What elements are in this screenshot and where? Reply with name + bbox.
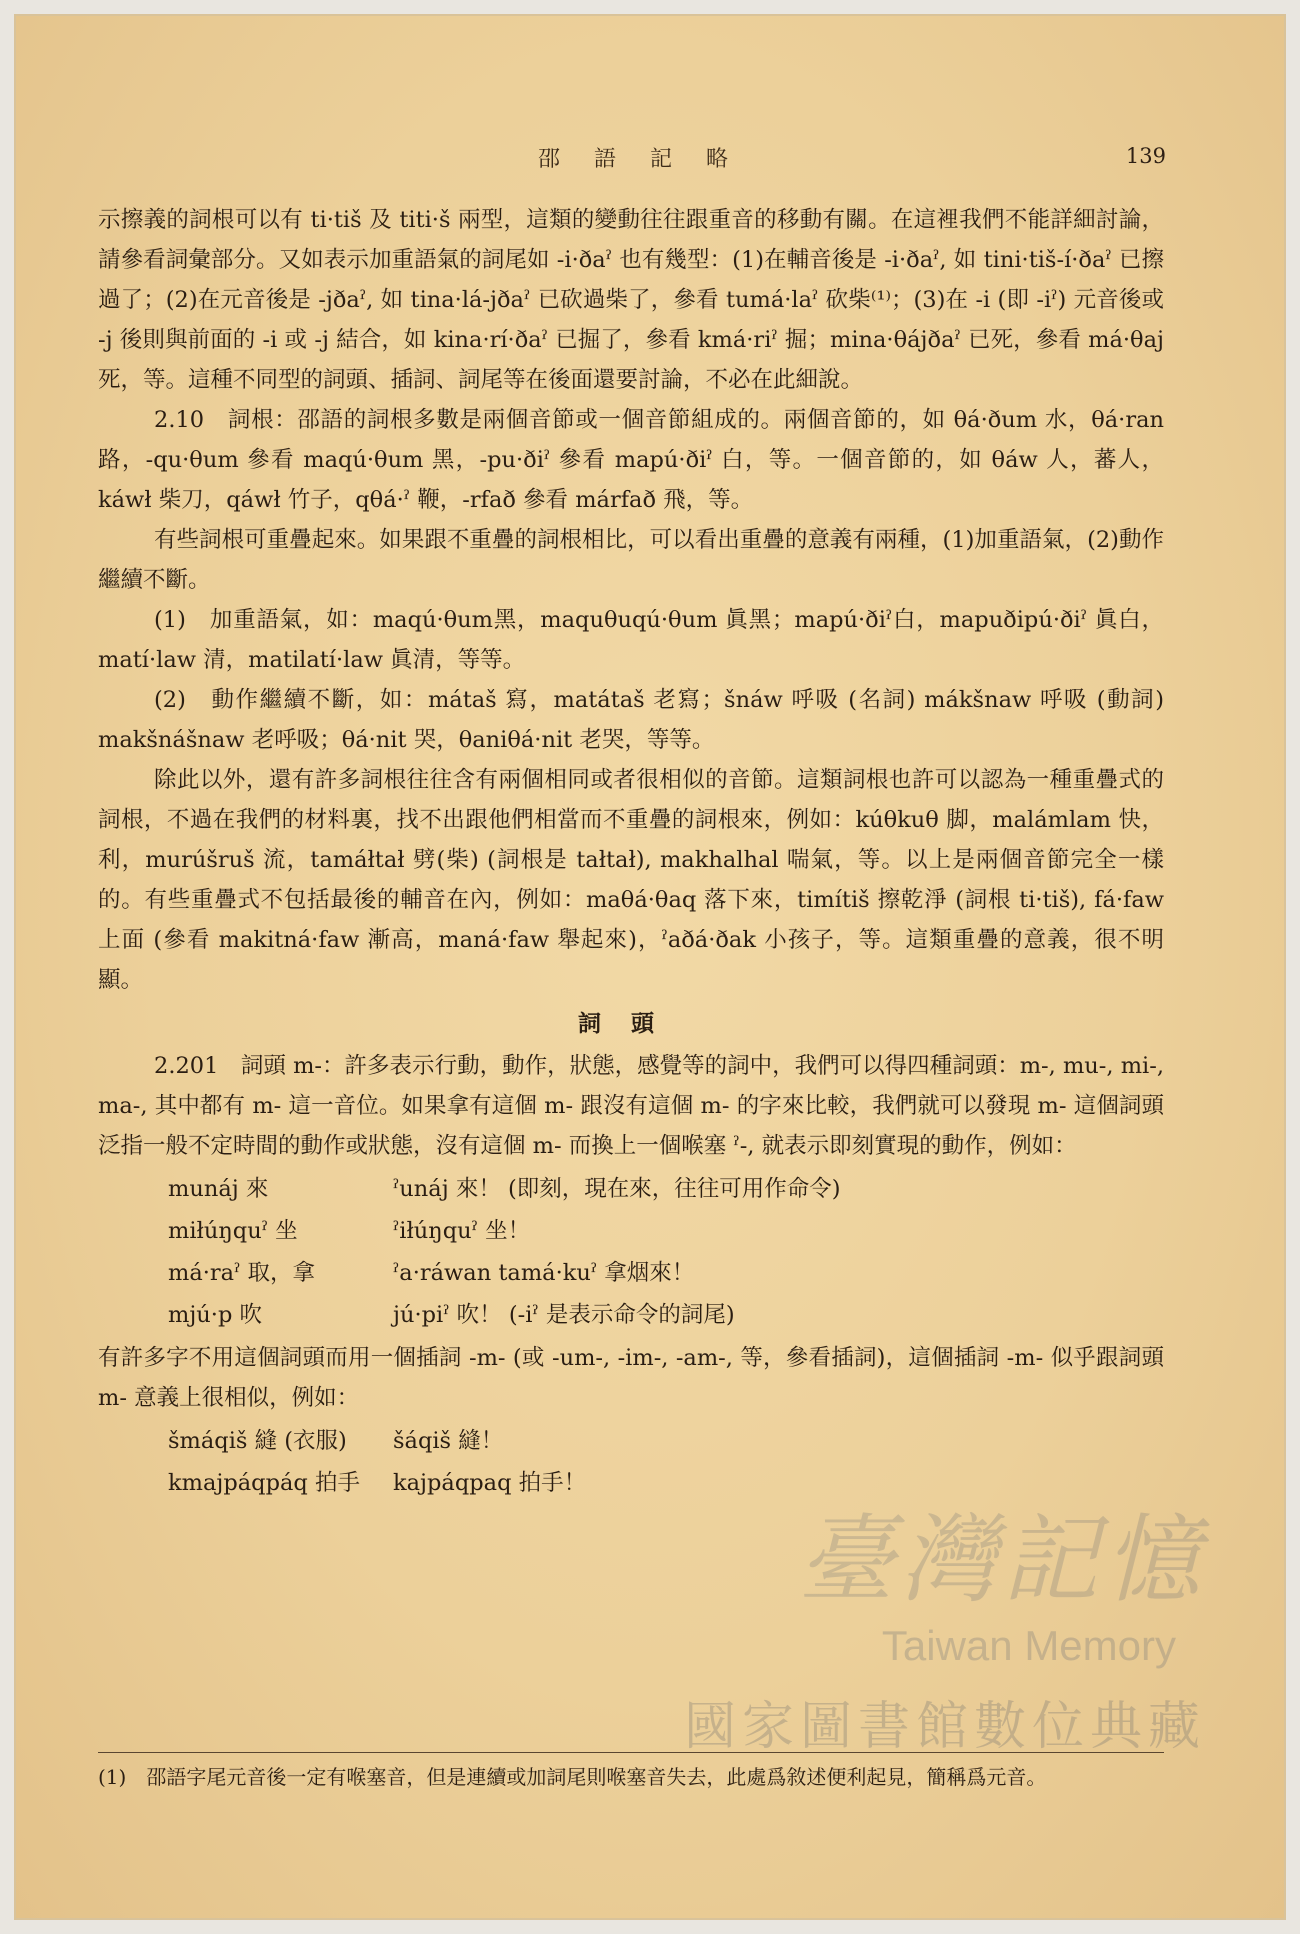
- example-left: má·raˀ 取，拿: [168, 1260, 316, 1286]
- example-right: jú·piˀ 吹！ (-iˀ 是表示命令的詞尾): [393, 1302, 735, 1328]
- example-left: mjú·p 吹: [168, 1302, 263, 1328]
- example-left: miłúŋquˀ 坐: [168, 1218, 298, 1244]
- example-table-infix: [168, 1420, 586, 1504]
- paragraph-similar-syllables: 除此以外，還有許多詞根往往含有兩個相同或者很相似的音節。這類詞根也許可以認為一種重疊式的詞根，不過在我們的材料裏，找不出跟他們相當而不重疊的詞根來，例如：kúθkuθ 脚，malámlam 快，利，murúšruš 流，tamáłtał 劈(柴) (詞根是 tałtał), makhalhal 喘氣，等。以上是兩個音節完全一樣的。有些重疊式不包括最後的輔音在內，例如：maθá·θaq 落下來，timítiš 擦乾淨 (詞根 ti·tiš), fá·faw 上面 (參看 makitná·faw 漸高，maná·faw 舉起來)，ˀaðá·ðak 小孩子，等。這類重疊的意義，很不明顯。: [98, 767, 1164, 993]
- paragraph-continuation: 示擦義的詞根可以有 ti·tiš 及 titi·š 兩型，這類的變動往往跟重音的移動有關。在這裡我們不能詳細討論，請參看詞彙部分。又如表示加重語氣的詞尾如 -i·ðaˀ 也有幾型：(1)在輔音後是 -i·ðaˀ, 如 tini·tiš-í·ðaˀ 已擦過了；(2)在元音後是 -jðaˀ, 如 tina·lá-jðaˀ 已砍過柴了，參看 tumá·laˀ 砍柴⁽¹⁾；(3)在 -i (即 -iˀ) 元音後或 -j 後則與前面的 -i 或 -j 結合，如 kina·rí·ðaˀ 已掘了，參看 kmá·riˀ 掘；mina·θájðaˀ 已死，參看 má·θaj 死，等。這種不同型的詞頭、插詞、詞尾等在後面還要討論，不必在此細說。: [98, 207, 1164, 393]
- example-left: kmajpáqpáq 拍手: [168, 1470, 360, 1496]
- paragraph-emphasis: (1) 加重語氣，如：maqú·θum黑，maquθuqú·θum 眞黑；mapú·ðiˀ白，mapuðipú·ðiˀ 眞白，matí·law 清，matilatí·law 眞清，等等。: [98, 607, 1164, 673]
- body-text: [98, 200, 1164, 1506]
- page-header: [14, 142, 1286, 182]
- footnote: (1) 邵語字尾元音後一定有喉塞音，但是連續或加詞尾則喉塞音失去，此處爲敘述便利起見，簡稱爲元音。: [98, 1765, 1047, 1789]
- example-left: munáj 來: [168, 1176, 269, 1202]
- example-row: [168, 1294, 841, 1336]
- paragraph-continuous: (2) 動作繼續不斷，如：mátaš 寫，matátaš 老寫；šnáw 呼吸 (名詞) mákšnaw 呼吸 (動詞) makšnášnaw 老呼吸；θá·nit 哭，θaniθá·nit 老哭，等等。: [98, 687, 1164, 753]
- running-title: 邵語記略: [537, 147, 762, 172]
- example-row: [168, 1462, 586, 1504]
- page-number: 139: [1125, 144, 1166, 168]
- paragraph-infix-m: 有許多字不用這個詞頭而用一個插詞 -m- (或 -um-, -im-, -am-, 等，參看插詞)，這個插詞 -m- 似乎跟詞頭 m- 意義上很相似，例如：: [98, 1345, 1164, 1411]
- watermark-english: Taiwan Memory: [881, 1622, 1176, 1669]
- example-row: [168, 1210, 841, 1252]
- example-right: kajpáqpaq 拍手！: [393, 1470, 587, 1496]
- paragraph-prefix-m: 2.201 詞頭 m-：許多表示行動，動作，狀態，感覺等的詞中，我們可以得四種詞頭：m-, mu-, mi-, ma-, 其中都有 m- 這一音位。如果拿有這個 m- 跟沒有這個 m- 的字來比較，我們就可以發現 m- 這個詞頭泛指一般不定時間的動作或狀態，沒有這個 m- 而換上一個喉塞 ˀ-, 就表示即刻實現的動作，例如：: [98, 1053, 1164, 1159]
- paragraph-reduplication: 有些詞根可重疊起來。如果跟不重疊的詞根相比，可以看出重疊的意義有兩種，(1)加重語氣，(2)動作繼續不斷。: [98, 527, 1164, 593]
- example-row: [168, 1168, 841, 1210]
- scanned-page: [14, 14, 1286, 1920]
- section-title: 詞頭: [578, 1010, 684, 1037]
- example-right: ˀa·ráwan tamá·kuˀ 拿烟來！: [393, 1260, 695, 1286]
- paragraph-roots: 2.10 詞根：邵語的詞根多數是兩個音節或一個音節組成的。兩個音節的，如 θá·ðum 水，θá·ran 路，-qu·θum 參看 maqú·θum 黑，-pu·ðiˀ 參看 mapú·ðiˀ 白，等。一個音節的，如 θáw 人，蕃人，káwł 柴刀，qáwł 竹子，qθá·ˀ 鞭，-rfað 參看 márfað 飛，等。: [98, 407, 1164, 513]
- example-table-prefix: [168, 1168, 841, 1336]
- watermark-subtitle: 國家圖書館數位典藏: [683, 1698, 1206, 1756]
- example-right: ˀunáj 來！ (即刻，現在來，往往可用作命令): [393, 1176, 841, 1202]
- example-row: [168, 1420, 586, 1462]
- footnote-divider: [98, 1752, 1164, 1753]
- example-row: [168, 1252, 841, 1294]
- example-right: ˀiłúŋquˀ 坐！: [393, 1218, 531, 1244]
- example-left: šmáqiš 縫 (衣服): [168, 1428, 347, 1454]
- example-right: šáqiš 縫！: [393, 1428, 504, 1454]
- watermark-seal: 臺灣記憶: [798, 1504, 1206, 1616]
